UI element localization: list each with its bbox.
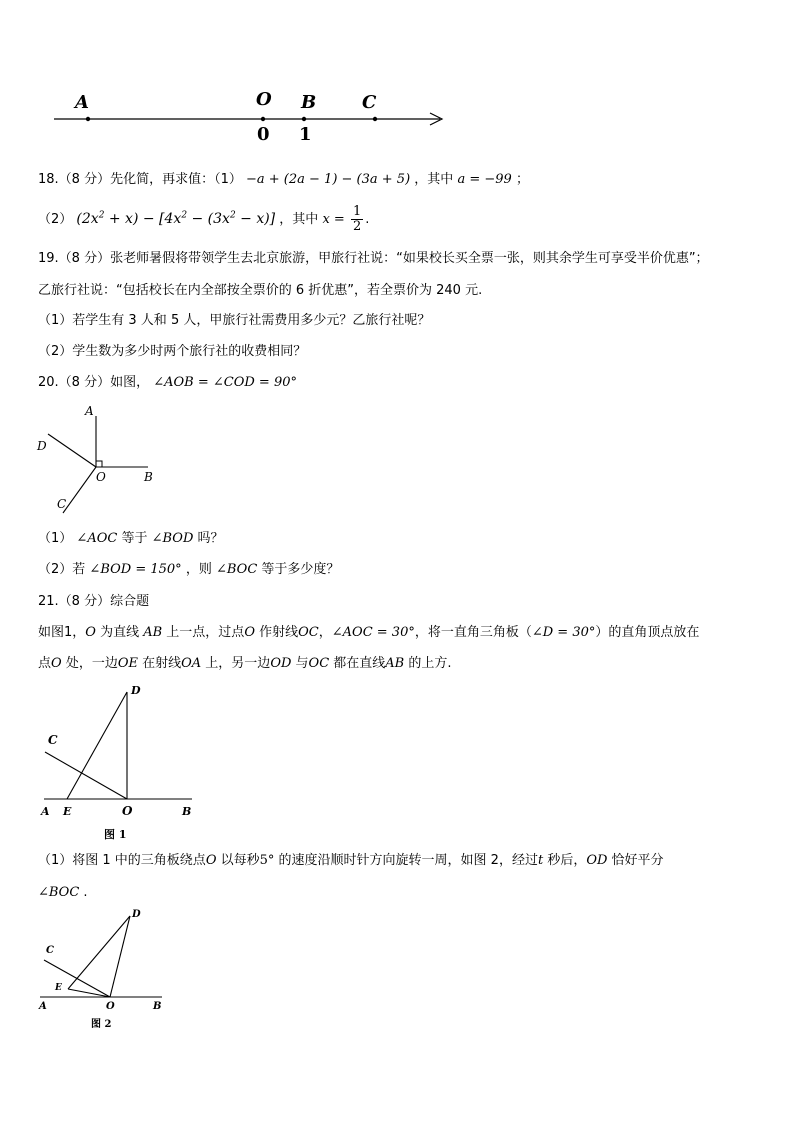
fig20-label-b: B: [144, 470, 153, 484]
q18-end2: .: [365, 212, 370, 227]
q21-p2-a: 点: [38, 656, 52, 671]
q20-sub1-expr1: ∠AOC: [76, 531, 118, 546]
fig1-label-c: C: [48, 733, 58, 747]
q21-p1-d30: ∠D = 30°: [531, 625, 596, 640]
fig2-label-a: A: [39, 1001, 47, 1012]
point-o-dot: [261, 117, 265, 121]
fig20-label-a: A: [85, 404, 94, 418]
point-c-dot: [373, 117, 377, 121]
q18-part2-label: （2）: [38, 212, 73, 227]
label-a: A: [75, 92, 89, 113]
q21-figure-2: [34, 905, 184, 1035]
q21-p1-f: ，将一直角三角板（: [414, 625, 532, 640]
fig2-label-c: C: [46, 945, 54, 956]
q21-p1-oc: OC: [298, 625, 319, 640]
q18-expr2-d: − x)]: [235, 211, 276, 227]
q18-expr1: −a + (2a − 1) − (3a + 5): [246, 172, 411, 187]
q21-p2-o: O: [51, 656, 62, 671]
q21-p1-b: 为直线: [95, 625, 144, 640]
fig2-label-e: E: [55, 983, 62, 993]
q21-p2-c: 在射线: [137, 656, 182, 671]
q18-expr2-a: (2x: [76, 211, 99, 227]
q21-p2-oe: OE: [117, 656, 138, 671]
q20-given: ∠AOB = ∠COD = 90°: [153, 375, 297, 390]
fig1-label-d: D: [131, 684, 141, 697]
q20-sub2: [38, 561, 339, 579]
q21-p1-a: 如图1，: [38, 625, 86, 640]
q20-sub2-expr2: ∠BOC: [215, 562, 258, 577]
q20-sub2-expr1: ∠BOD = 150°: [89, 562, 182, 577]
q21-sub1-t: t: [537, 853, 544, 868]
q21-p2-ab: AB: [385, 656, 405, 671]
q18-frac-den: 2: [352, 219, 362, 234]
q18-expr2-b: + x) − [4x: [104, 211, 182, 227]
q21-p1-o: O: [85, 625, 96, 640]
q21-p2-oc: OC: [308, 656, 330, 671]
q20-sub1-pre: （1）: [38, 531, 73, 546]
q20-sub1: [38, 530, 224, 548]
q21-p2-f: 都在直线: [329, 656, 386, 671]
q20-sub1-expr2: ∠BOD: [151, 531, 194, 546]
q19-line2: 乙旅行社说：“包括校长在内全部按全票价的 6 折优惠”，若全票价为 240 元.: [38, 283, 483, 298]
q21-sub1-d: 秒后，: [543, 853, 587, 868]
right-angle-mark: [96, 461, 102, 467]
q21-sub1-e: 恰好平分: [607, 853, 664, 868]
q21-sub1-end: .: [79, 885, 88, 900]
fig1-label-b: B: [182, 805, 192, 818]
q18-cond1: a = −99: [457, 172, 512, 187]
q21-sub1-o: O: [205, 853, 217, 868]
q21-p1-e: ，: [318, 625, 332, 640]
q18-line2: [38, 205, 369, 234]
fig20-label-d: D: [37, 439, 47, 453]
q20-sub2-end: 等于多少度？: [261, 562, 340, 577]
tick-label-0: 0: [257, 124, 270, 145]
q21-p2-b: 处，一边: [61, 656, 118, 671]
q18-sq1: 2: [98, 210, 105, 221]
q20-line1: [38, 374, 297, 392]
q20-sub2-pre: （2）若: [38, 562, 86, 577]
q19-sub1: （1）若学生有 3 人和 5 人，甲旅行社需费用多少元？乙旅行社呢？: [38, 313, 431, 328]
q21-head: 21.（8 分）综合题: [38, 594, 150, 609]
q21-p1-c: 上一点，过点: [162, 625, 245, 640]
fig2-label-b: B: [153, 1001, 162, 1012]
q21-sub1-line2: [38, 884, 88, 902]
q18-sq3: 2: [229, 210, 236, 221]
q21-para-line2: [38, 655, 452, 673]
fig1-label-e: E: [63, 805, 72, 818]
q21-sub1-speed: 5°: [259, 853, 275, 868]
q21-p1-angle: ∠AOC = 30°: [331, 625, 415, 640]
fig20-label-c: C: [57, 497, 67, 511]
q21-sub1-angle: ∠BOC: [38, 885, 80, 900]
q21-sub1-a: （1）将图 1 中的三角板绕点: [38, 853, 206, 868]
q18-expr2-c: − (3x: [187, 211, 230, 227]
label-b: B: [301, 92, 317, 113]
q20-sub1-mid: 等于: [121, 531, 148, 546]
q19-sub2: （2）学生数为多少时两个旅行社的收费相同？: [38, 344, 307, 359]
q21-sub1-od: OD: [586, 853, 608, 868]
fig2-label-d: D: [132, 909, 141, 920]
q21-sub1-c: 的速度沿顺时针方向旋转一周，如图 2，经过: [274, 853, 538, 868]
fig1-label-a: A: [41, 805, 50, 818]
q18-expr2: [76, 211, 275, 227]
q18-where2: ，其中: [279, 212, 319, 227]
q21-p1-d: 作射线: [254, 625, 299, 640]
q21-p2-od: OD: [270, 656, 292, 671]
q21-sub1-b: 以每秒: [216, 853, 260, 868]
q18-sq2: 2: [181, 210, 188, 221]
point-b-dot: [302, 117, 306, 121]
fig2-label-o: O: [106, 1001, 115, 1012]
q21-figure-1: [36, 682, 216, 842]
q21-p2-oa: OA: [181, 656, 202, 671]
ray-oc: [63, 467, 96, 513]
q20-sub1-end: 吗？: [197, 531, 224, 546]
fig1-ray-oc: [45, 752, 127, 799]
q20-head: 20.（8 分）如图，: [38, 375, 150, 390]
q19-line1: 19.（8 分）张老师暑假将带领学生去北京旅游，甲旅行社说：“如果校长买全票一张，则其余学生可享受半价优惠”；: [38, 251, 709, 266]
q21-p2-g: 的上方.: [404, 656, 452, 671]
q21-p1-g: ）的直角顶点放在: [595, 625, 700, 640]
q18-line1: [38, 171, 529, 189]
q18-frac-num: 1: [352, 204, 362, 219]
label-o: O: [256, 89, 272, 110]
q18-cond2: x =: [322, 212, 345, 227]
fig1-caption: 图 1: [104, 828, 127, 841]
q21-p1-ab: AB: [143, 625, 163, 640]
q21-para-line1: [38, 624, 699, 642]
fig1-label-o: O: [122, 804, 133, 818]
q21-p2-d: 上，另一边: [201, 656, 271, 671]
ray-od: [48, 434, 96, 467]
q18-end1: ；: [515, 172, 529, 187]
q18-where1: ，其中: [414, 172, 454, 187]
q21-sub1-line1: [38, 852, 664, 870]
number-line-figure: [0, 0, 794, 160]
fig2-caption: 图 2: [91, 1019, 112, 1030]
fig20-label-o: O: [96, 470, 106, 484]
point-a-dot: [86, 117, 90, 121]
q18-fraction: [351, 205, 363, 234]
q21-p1-o2: O: [244, 625, 255, 640]
fig1-hyp-de: [67, 692, 127, 799]
q20-sub2-mid: ，则: [185, 562, 212, 577]
q18-head: 18.（8 分）先化简，再求值：（1）: [38, 172, 242, 187]
tick-label-1: 1: [299, 124, 312, 145]
q21-p2-e: 与: [291, 656, 309, 671]
q20-figure: [30, 400, 170, 520]
label-c: C: [362, 92, 377, 113]
